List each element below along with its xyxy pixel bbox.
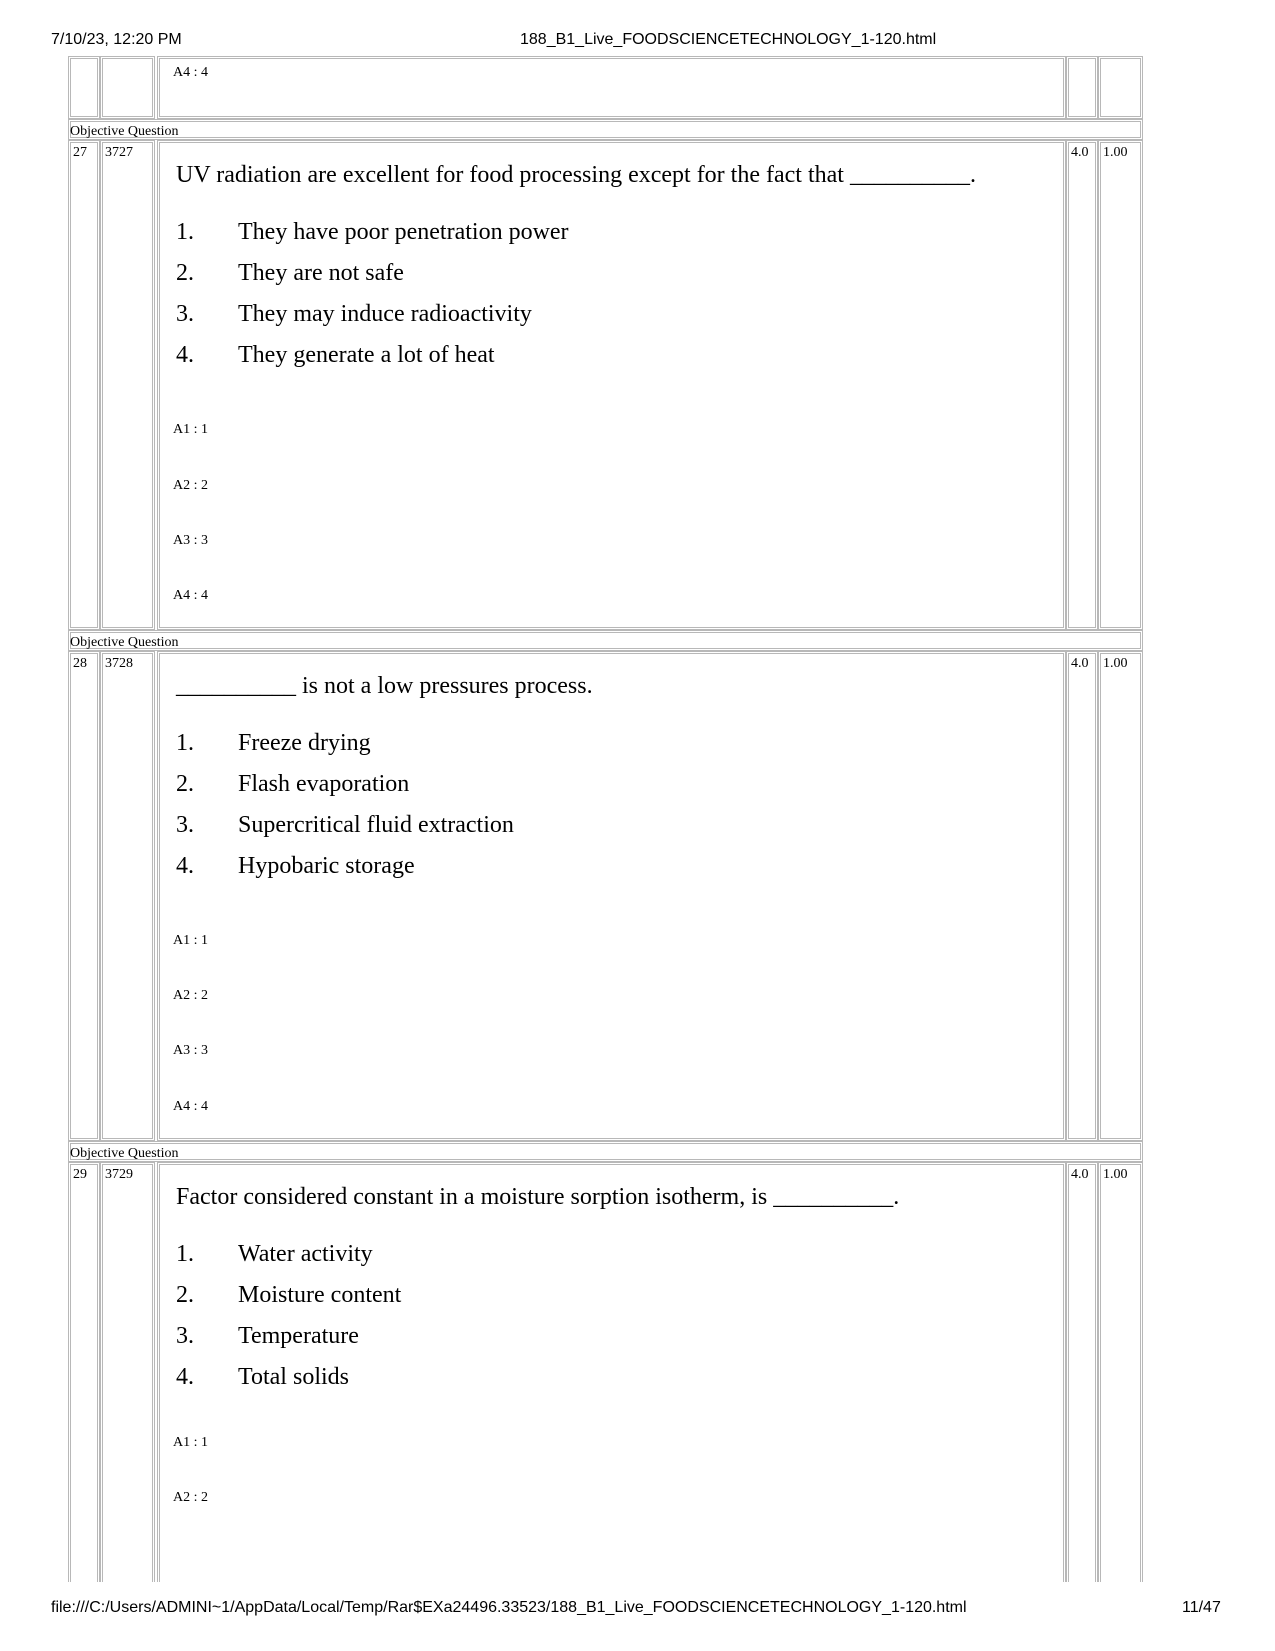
question-type-row	[68, 119, 1143, 140]
option-number: 1.	[176, 730, 194, 756]
option-number: 4.	[176, 1364, 194, 1390]
question-type-row	[68, 630, 1143, 651]
option-text: Total solids	[238, 1364, 349, 1390]
option-number: 4.	[176, 342, 194, 368]
answer-label: A1 : 1	[173, 1435, 208, 1450]
option-text: They generate a lot of heat	[238, 342, 495, 368]
option-text: Temperature	[238, 1323, 359, 1349]
answer-label: A2 : 2	[173, 1490, 208, 1505]
question-id: 3727	[100, 140, 155, 630]
answer-label: A1 : 1	[173, 422, 208, 437]
answer-label: A3 : 3	[173, 1043, 208, 1058]
option-number: 2.	[176, 260, 194, 286]
option-text: Hypobaric storage	[238, 853, 415, 879]
option-number: 1.	[176, 1241, 194, 1267]
answer-label: A2 : 2	[173, 478, 208, 493]
option-number: 3.	[176, 1323, 194, 1349]
question-content-cell	[157, 651, 1066, 1141]
file-path: file:///C:/Users/ADMINI~1/AppData/Local/Temp/Rar$EXa24496.33523/188_B1_Live_FOODSCIENCETECHNOLOGY_1-120.html	[51, 1599, 967, 1616]
question-id: 3729	[100, 1162, 155, 1582]
answer-label: A3 : 3	[173, 533, 208, 548]
question-text: UV radiation are excellent for food processing except for the fact that __________.	[176, 162, 976, 188]
negative-marks: 1.00	[1098, 651, 1143, 1141]
option-text: Water activity	[238, 1241, 373, 1267]
serial-number: 29	[68, 1162, 100, 1582]
question-type-row	[68, 1141, 1143, 1162]
carryover-content-cell	[157, 56, 1066, 119]
answer-label: A2 : 2	[173, 988, 208, 1003]
option-text: They are not safe	[238, 260, 404, 286]
option-text: Moisture content	[238, 1282, 402, 1308]
negative-marks: 1.00	[1098, 140, 1143, 630]
page-number: 11/47	[1182, 1599, 1221, 1616]
option-number: 3.	[176, 301, 194, 327]
question-content-cell	[157, 140, 1066, 630]
option-text: Flash evaporation	[238, 771, 410, 797]
marks: 4.0	[1066, 140, 1098, 630]
option-text: They have poor penetration power	[238, 219, 569, 245]
serial-number: 28	[68, 651, 100, 1141]
question-text: __________ is not a low pressures process.	[176, 673, 593, 699]
option-number: 2.	[176, 771, 194, 797]
carryover-serial-cell	[68, 56, 100, 119]
option-number: 4.	[176, 853, 194, 879]
question-type-label: Objective Question	[70, 124, 179, 139]
option-number: 1.	[176, 219, 194, 245]
option-number: 2.	[176, 1282, 194, 1308]
marks: 4.0	[1066, 651, 1098, 1141]
question-type-label: Objective Question	[70, 1146, 179, 1161]
answer-label: A4 : 4	[173, 65, 208, 80]
print-datetime: 7/10/23, 12:20 PM	[51, 31, 182, 48]
serial-number: 27	[68, 140, 100, 630]
question-id: 3728	[100, 651, 155, 1141]
option-text: Freeze drying	[238, 730, 371, 756]
document-title: 188_B1_Live_FOODSCIENCETECHNOLOGY_1-120.html	[520, 31, 937, 48]
answer-label: A1 : 1	[173, 933, 208, 948]
answer-label: A4 : 4	[173, 1099, 208, 1114]
negative-marks: 1.00	[1098, 1162, 1143, 1582]
carryover-qid-cell	[100, 56, 155, 119]
marks: 4.0	[1066, 1162, 1098, 1582]
option-text: They may induce radioactivity	[238, 301, 532, 327]
carryover-marks-cell	[1066, 56, 1098, 119]
option-text: Supercritical fluid extraction	[238, 812, 514, 838]
option-number: 3.	[176, 812, 194, 838]
question-type-label: Objective Question	[70, 635, 179, 650]
question-text: Factor considered constant in a moisture sorption isotherm, is __________.	[176, 1184, 900, 1210]
answer-label: A4 : 4	[173, 588, 208, 603]
carryover-negative-cell	[1098, 56, 1143, 119]
